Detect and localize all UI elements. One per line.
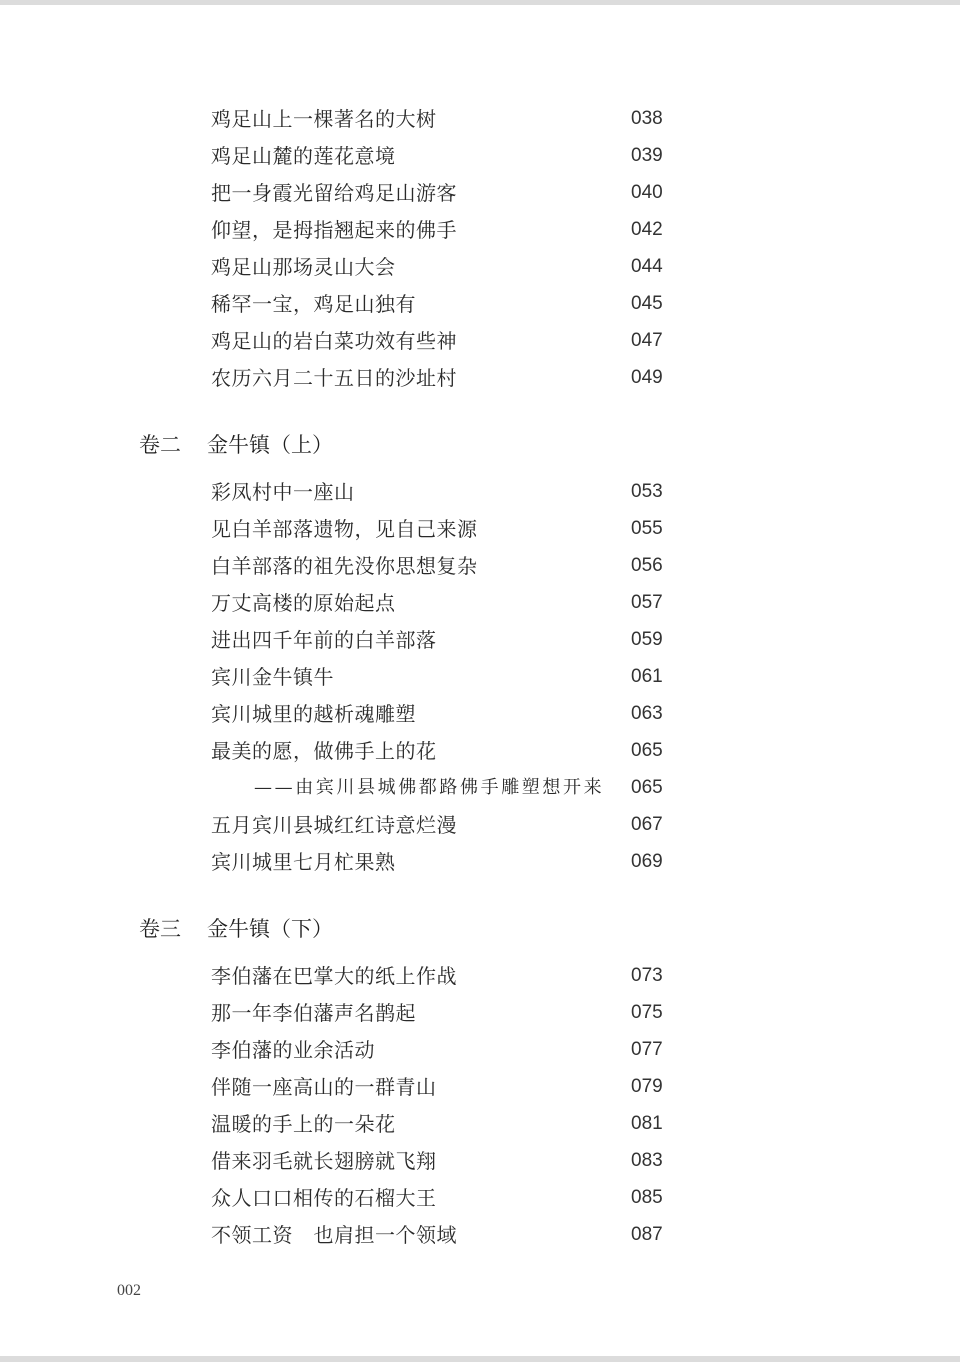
toc-entry-page: 085 (631, 1187, 663, 1208)
section-heading (0, 911, 960, 947)
toc-entry (0, 175, 960, 211)
toc-entry (0, 323, 960, 359)
toc-entry (0, 548, 960, 584)
toc-entry (0, 1032, 960, 1068)
toc-entry-title: 仰望，是拇指翘起来的佛手 (211, 218, 457, 242)
toc-entry-page: 038 (631, 108, 663, 129)
toc-entry (0, 511, 960, 547)
toc-entry (0, 1217, 960, 1253)
toc-entry-page: 042 (631, 219, 663, 240)
toc-entry-page: 053 (631, 481, 663, 502)
toc-entry-title: 把一身霞光留给鸡足山游客 (211, 181, 457, 205)
toc-entry (0, 360, 960, 396)
toc-entry (0, 659, 960, 695)
toc-entry-title: 李伯藩在巴掌大的纸上作战 (211, 964, 457, 988)
toc-entry-title: 农历六月二十五日的沙址村 (211, 366, 457, 390)
toc-entry (0, 958, 960, 994)
toc-entry-title: 温暖的手上的一朵花 (211, 1112, 396, 1136)
toc-entry-subtitle (0, 770, 960, 806)
toc-entry-page: 063 (631, 703, 663, 724)
toc-entry-page: 069 (631, 851, 663, 872)
toc-entry (0, 733, 960, 769)
toc-entry (0, 138, 960, 174)
toc-entry (0, 101, 960, 137)
section-heading (0, 427, 960, 463)
toc-entry-page: 077 (631, 1039, 663, 1060)
toc-entry-page: 056 (631, 555, 663, 576)
toc-entry-title: 宾川金牛镇牛 (211, 665, 334, 689)
toc-entry-page: 065 (631, 777, 663, 798)
toc-entry-title: 五月宾川县城红红诗意烂漫 (211, 813, 457, 837)
toc-entry-page: 039 (631, 145, 663, 166)
toc-entry (0, 696, 960, 732)
page-number: 002 (117, 1282, 141, 1299)
toc-entry-title: 白羊部落的祖先没你思想复杂 (211, 554, 478, 578)
toc-entry-title: 见白羊部落遗物，见自己来源 (211, 517, 478, 541)
toc-entry-title: 鸡足山上一棵著名的大树 (211, 107, 437, 131)
toc-entry-page: 057 (631, 592, 663, 613)
section-name: 金牛镇（上） (207, 433, 333, 457)
toc-entry-subtitle-text: ——由宾川县城佛都路佛手雕塑想开来 (254, 777, 605, 798)
toc-entry-title: 稀罕一宝，鸡足山独有 (211, 292, 416, 316)
toc-entry (0, 1069, 960, 1105)
toc-entry-page: 055 (631, 518, 663, 539)
toc-entry-page: 049 (631, 367, 663, 388)
toc-entry-page: 059 (631, 629, 663, 650)
toc-entry-title: 最美的愿，做佛手上的花 (211, 739, 437, 763)
toc-entry-page: 083 (631, 1150, 663, 1171)
toc-entry-page: 047 (631, 330, 663, 351)
toc-entry-title: 进出四千年前的白羊部落 (211, 628, 437, 652)
toc-entry-title: 鸡足山那场灵山大会 (211, 255, 396, 279)
toc-entry (0, 1106, 960, 1142)
toc-entry (0, 622, 960, 658)
toc-entry-page: 081 (631, 1113, 663, 1134)
toc-entry-page: 073 (631, 965, 663, 986)
bottom-border (0, 1356, 960, 1362)
top-border (0, 0, 960, 5)
toc-entry-page: 087 (631, 1224, 663, 1245)
toc-entry (0, 249, 960, 285)
toc-entry (0, 1143, 960, 1179)
toc-entry-title: 李伯藩的业余活动 (211, 1038, 375, 1062)
toc-entry-title: 鸡足山的岩白菜功效有些神 (211, 329, 457, 353)
toc-entry-title: 鸡足山麓的莲花意境 (211, 144, 396, 168)
toc-entry (0, 807, 960, 843)
toc-entry-page: 065 (631, 740, 663, 761)
toc-entry-page: 045 (631, 293, 663, 314)
toc-entry-page: 044 (631, 256, 663, 277)
section-label: 卷二 (139, 433, 181, 457)
toc-entry-title: 伴随一座高山的一群青山 (211, 1075, 437, 1099)
section-name: 金牛镇（下） (207, 917, 333, 941)
toc-entry-title: 彩凤村中一座山 (211, 480, 355, 504)
toc-entry-page: 075 (631, 1002, 663, 1023)
toc-entry-title: 众人口口相传的石榴大王 (211, 1186, 437, 1210)
toc-entry-title: 不领工资 也肩担一个领域 (211, 1223, 457, 1247)
toc-entry (0, 844, 960, 880)
toc-entry-title: 万丈高楼的原始起点 (211, 591, 396, 615)
toc-entry-page: 061 (631, 666, 663, 687)
toc-entry (0, 995, 960, 1031)
toc-entry (0, 1180, 960, 1216)
toc-entry-title: 那一年李伯藩声名鹊起 (211, 1001, 416, 1025)
toc-entry-title: 宾川城里七月杧果熟 (211, 850, 396, 874)
toc-entry-title: 宾川城里的越析魂雕塑 (211, 702, 416, 726)
toc-entry (0, 474, 960, 510)
toc-entry-page: 040 (631, 182, 663, 203)
section-label: 卷三 (139, 917, 181, 941)
toc-entry (0, 286, 960, 322)
toc-entry-page: 067 (631, 814, 663, 835)
toc-entry (0, 212, 960, 248)
toc-entry (0, 585, 960, 621)
toc-entry-title: 借来羽毛就长翅膀就飞翔 (211, 1149, 437, 1173)
toc-entry-page: 079 (631, 1076, 663, 1097)
